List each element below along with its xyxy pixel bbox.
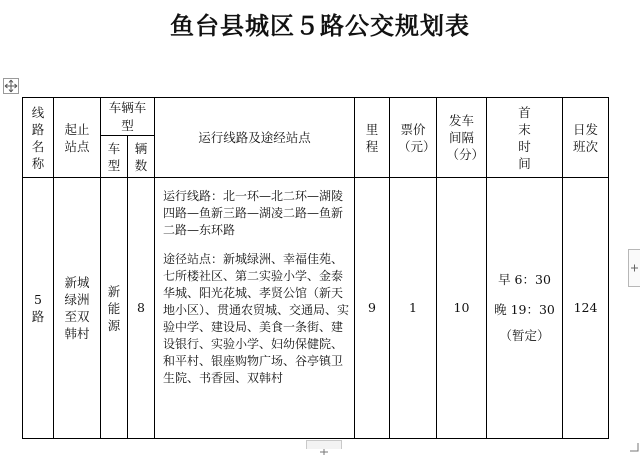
cell-first-last-bus (487, 178, 563, 439)
header-interval: 发车间隔（分） (437, 98, 487, 178)
cell-vehicle-count: 8 (128, 178, 155, 439)
header-vehicle-count: 辆数 (128, 136, 155, 178)
header-terminals: 起止站点 (54, 98, 101, 178)
header-fare: 票价（元） (390, 98, 437, 178)
header-vehicle-group: 车辆车型 (101, 98, 155, 136)
route-stops-text: 途径站点：新城绿洲、幸福佳苑、七所楼社区、第二实验小学、金泰华城、阳光花城、孝贤公馆（新天地小区）、贯通农贸城、交通局、实验中学、建设局、美食一条街、建设银行、实验小学、妇幼保健院、和平村、银座购物广场、谷亭镇卫生院、书香园、双韩村 (163, 252, 350, 385)
cell-fare: 1 (390, 178, 437, 439)
first-bus-time: 早 6：30 (498, 272, 551, 287)
header-first-last-bus: 首末时间 (487, 98, 563, 178)
cell-vehicle-type: 新能源 (101, 178, 128, 439)
table-move-handle-icon[interactable] (3, 78, 19, 94)
cell-terminals: 新城绿洲至双韩村 (54, 178, 101, 439)
cell-route-no: 5路 (23, 178, 54, 439)
last-bus-time: 晚 19：30 (494, 302, 555, 317)
cell-daily-trips: 124 (563, 178, 609, 439)
add-column-handle[interactable] (628, 249, 640, 287)
table-corner-resize-icon[interactable] (629, 437, 639, 456)
tentative-note: （暂定） (499, 328, 550, 343)
bus-route-plan-table (22, 97, 609, 439)
header-daily-trips: 日发班次 (563, 98, 609, 178)
cell-mileage: 9 (355, 178, 390, 439)
header-vehicle-type: 车型 (101, 136, 128, 178)
header-mileage: 里程 (355, 98, 390, 178)
header-route-and-stops: 运行线路及途经站点 (155, 98, 355, 178)
table-row (23, 178, 609, 439)
route-line-text: 运行线路：北一环—北二环—湖陵四路—鱼新三路—湖凌二路—鱼新二路—东环路 (163, 189, 344, 237)
cell-route-and-stops (155, 178, 355, 439)
cell-interval: 10 (437, 178, 487, 439)
table-header-row (23, 98, 609, 136)
header-route-no: 线路名称 (23, 98, 54, 178)
document-title: 鱼台县城区５路公交规划表 (170, 12, 470, 40)
table-resize-handle[interactable] (306, 440, 342, 449)
